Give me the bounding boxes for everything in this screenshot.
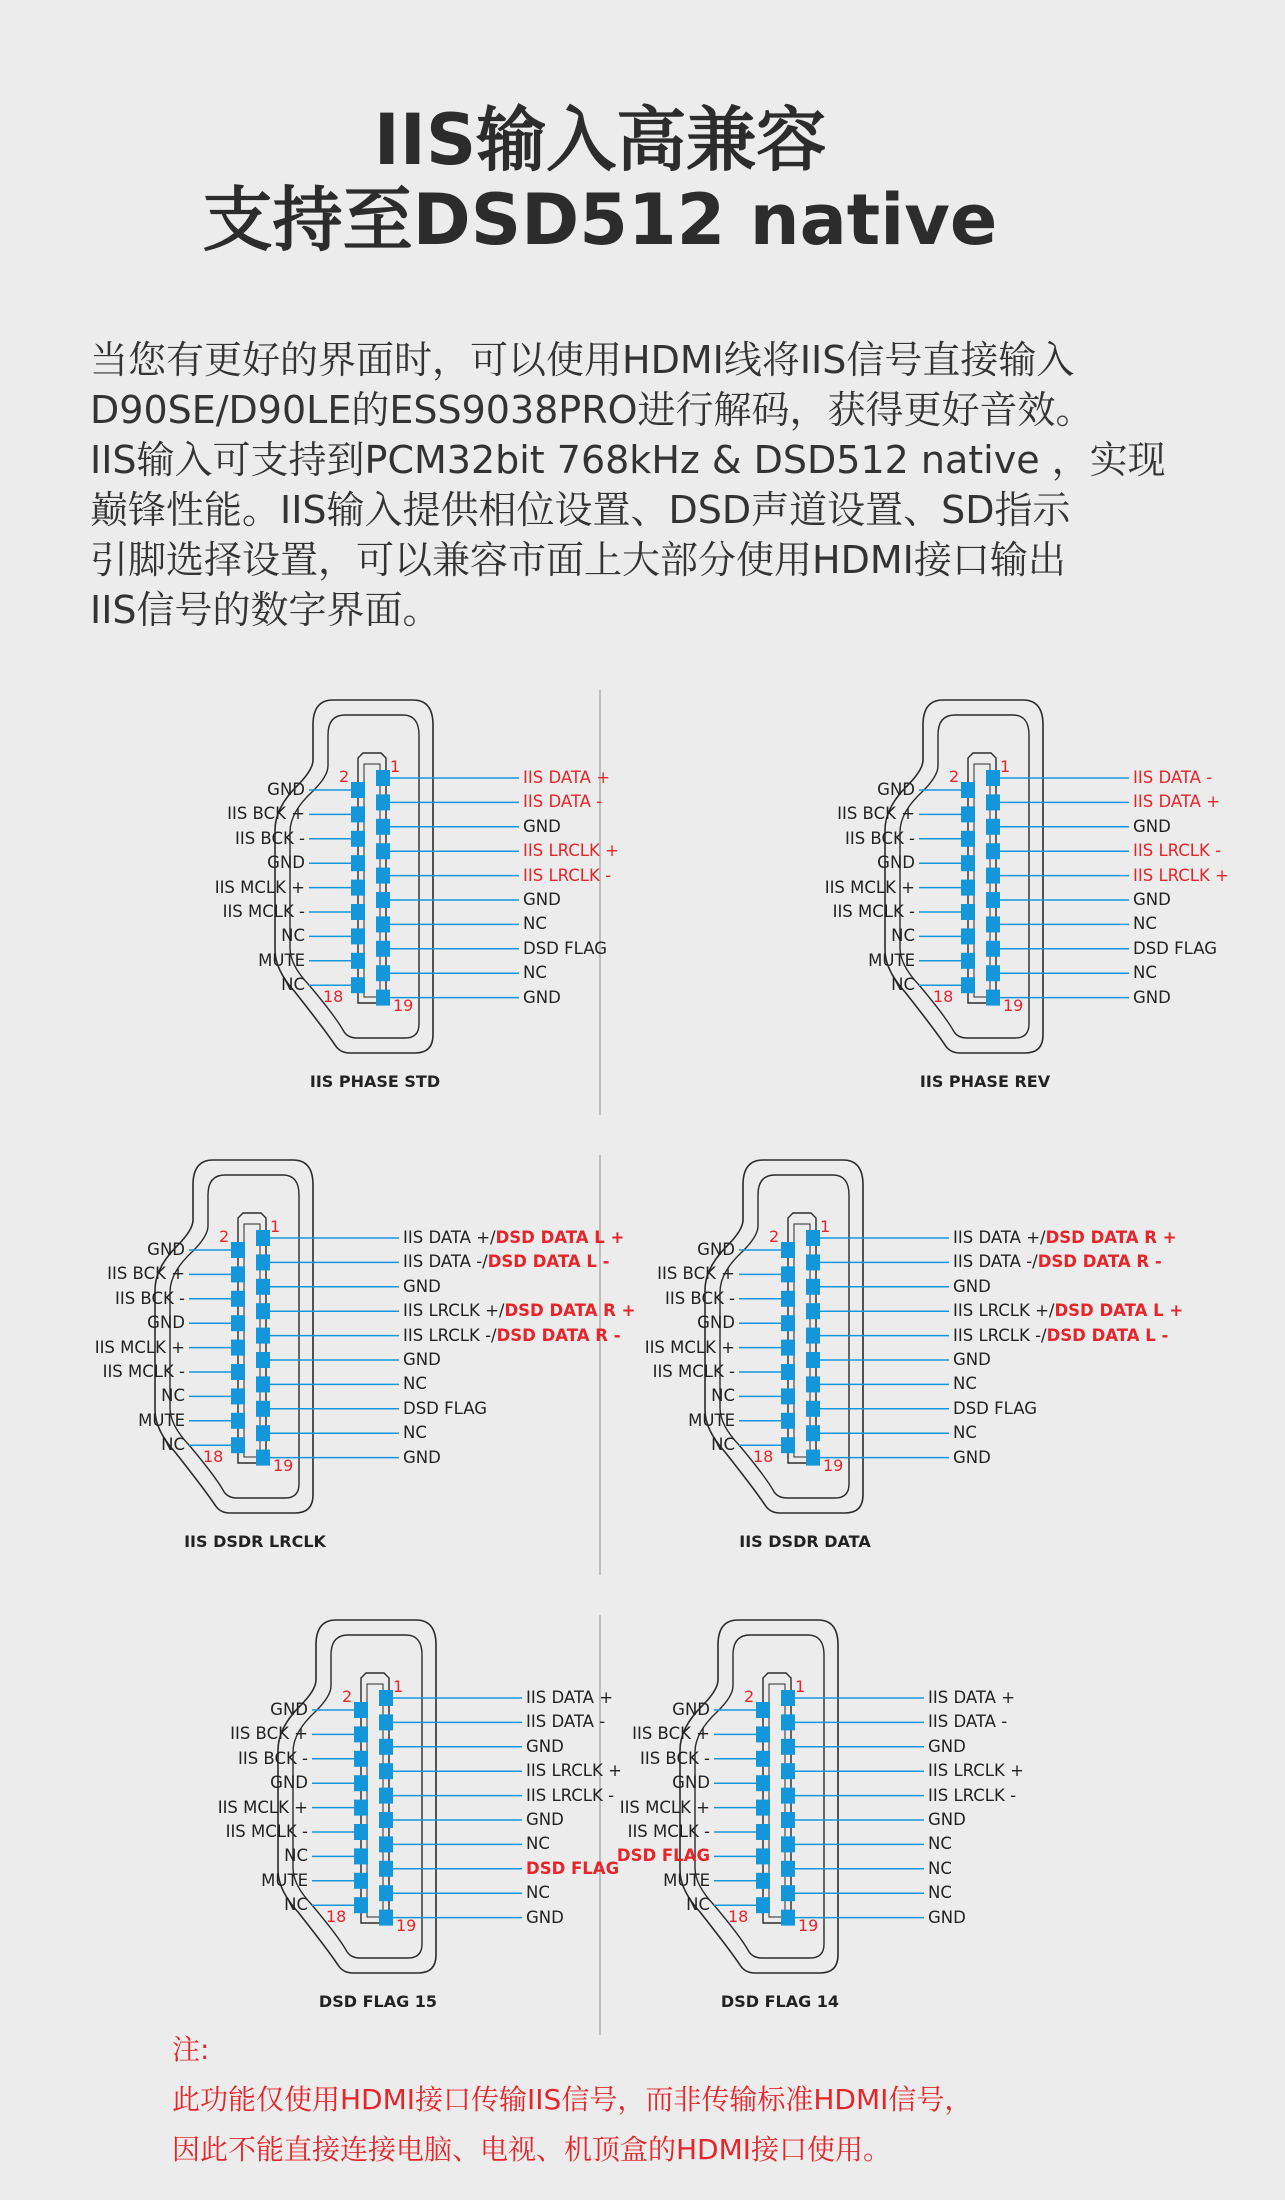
pin-pad-odd <box>806 1254 820 1270</box>
pin-number-2: 2 <box>744 1687 755 1706</box>
pin-pad-even <box>231 1437 245 1453</box>
pin-label-left: GND <box>267 853 305 873</box>
title-line-1: IIS输入高兼容 <box>373 99 827 181</box>
pin-label-left: GND <box>877 780 915 799</box>
pin-label-left: IIS BCK - <box>844 828 915 848</box>
pin-pad-odd <box>376 916 390 932</box>
pin-pad-even <box>756 1824 770 1840</box>
hdmi-connector-icon <box>600 680 1200 1120</box>
pin-label-right: IIS DATA +/DSD DATA L + <box>403 1228 625 1247</box>
pin-number-19: 19 <box>393 996 414 1015</box>
pin-pad-even <box>781 1437 795 1453</box>
pin-label-right: IIS DATA + <box>523 768 611 787</box>
pin-label-left: IIS BCK - <box>234 828 305 848</box>
pin-pad-even <box>756 1726 770 1742</box>
pin-pad-even <box>756 1897 770 1913</box>
pin-label-right: IIS LRCLK -/DSD DATA L - <box>953 1325 1169 1345</box>
pin-pad-odd <box>986 916 1000 932</box>
pin-label-left: GND <box>147 1240 185 1259</box>
pin-label-left: MUTE <box>868 950 915 970</box>
note-line-2: 因此不能直接连接电脑、电视、机顶盒的HDMI接口使用。 <box>172 2133 892 2166</box>
pin-pad-odd <box>781 1714 795 1730</box>
pin-pad-even <box>354 1751 368 1767</box>
pin-pad-even <box>231 1242 245 1258</box>
pin-label-left: NC <box>711 1386 735 1406</box>
pin-label-right: IIS LRCLK -/DSD DATA R - <box>403 1325 621 1345</box>
pin-label-left: IIS MCLK + <box>217 1797 308 1817</box>
pin-label-right: IIS DATA -/DSD DATA R - <box>953 1252 1162 1272</box>
pin-label-right: IIS DATA - <box>523 792 603 812</box>
pin-label-right: NC <box>526 1883 550 1903</box>
pin-pad-odd <box>781 1861 795 1877</box>
pin-label-right: NC <box>523 963 547 983</box>
pin-pad-odd <box>806 1279 820 1295</box>
pin-label-left: IIS BCK + <box>107 1264 185 1284</box>
pin-number-19: 19 <box>823 1456 844 1475</box>
pin-pad-even <box>781 1266 795 1282</box>
pinout-panel <box>600 680 1229 1120</box>
pin-label-left: IIS BCK + <box>632 1724 710 1744</box>
intro-line: 巅锋性能。IIS输入提供相位设置、DSD声道设置、SD指示 <box>90 488 1071 532</box>
diagram-caption: DSD FLAG 14 <box>720 1992 840 2011</box>
pin-label-left: NC <box>161 1386 185 1406</box>
pin-label-left: NC <box>161 1435 185 1455</box>
pin-pad-odd <box>986 794 1000 810</box>
pin-pad-even <box>351 831 365 847</box>
pin-label-left: IIS BCK + <box>657 1264 735 1284</box>
note-heading: 注: <box>172 2033 210 2066</box>
pin-pad-odd <box>806 1450 820 1466</box>
pin-label-right: GND <box>523 816 561 836</box>
pin-label-right: GND <box>928 1907 966 1927</box>
pin-label-right: DSD FLAG <box>526 1858 620 1878</box>
pin-pad-odd <box>806 1328 820 1344</box>
pin-label-right: IIS DATA - <box>526 1712 606 1732</box>
pin-label-right: NC <box>523 914 547 934</box>
pin-label-left: MUTE <box>261 1870 308 1890</box>
pin-pad-odd <box>376 868 390 884</box>
pin-pad-even <box>351 806 365 822</box>
pin-label-right: IIS DATA - <box>928 1712 1008 1732</box>
pin-pad-odd <box>781 1739 795 1755</box>
pin-pad-even <box>354 1897 368 1913</box>
pin-label-left: IIS MCLK - <box>832 902 915 921</box>
intro-line: D90SE/D90LE的ESS9038PRO进行解码，获得更好音效。 <box>90 388 1094 432</box>
pin-label-left: IIS BCK - <box>664 1288 735 1308</box>
pinout-panel <box>0 680 619 1120</box>
pin-label-right: IIS LRCLK + <box>526 1761 622 1781</box>
pin-pad-even <box>781 1340 795 1356</box>
pin-number-1: 1 <box>390 757 401 776</box>
pin-label-right: GND <box>953 1350 991 1369</box>
pin-pad-even <box>961 880 975 896</box>
pin-pad-odd <box>376 965 390 981</box>
pin-pad-odd <box>781 1885 795 1901</box>
pin-pad-odd <box>256 1401 270 1417</box>
pin-pad-odd <box>256 1425 270 1441</box>
pin-label-left: IIS MCLK + <box>824 877 915 897</box>
note-block <box>172 2025 1152 2175</box>
pin-label-left: MUTE <box>663 1870 710 1890</box>
pin-label-right: IIS LRCLK +/DSD DATA L + <box>953 1301 1184 1321</box>
pin-label-right: IIS LRCLK - <box>526 1785 615 1805</box>
pin-pad-even <box>351 904 365 920</box>
pin-pad-odd <box>806 1352 820 1368</box>
pin-pad-even <box>231 1340 245 1356</box>
pin-number-18: 18 <box>728 1907 749 1926</box>
pin-label-left: NC <box>711 1435 735 1455</box>
pin-label-left: NC <box>891 975 915 995</box>
pin-pad-odd <box>986 843 1000 859</box>
pin-pad-odd <box>256 1230 270 1246</box>
pin-label-left: DSD FLAG <box>616 1846 710 1866</box>
pin-number-18: 18 <box>323 987 344 1006</box>
pin-pad-even <box>961 831 975 847</box>
pin-label-right: DSD FLAG <box>403 1398 487 1418</box>
intro-line: 引脚选择设置，可以兼容市面上大部分使用HDMI接口输出 <box>90 538 1066 582</box>
pin-label-left: NC <box>281 926 305 946</box>
pin-label-left: IIS MCLK + <box>644 1337 735 1357</box>
note-line-1: 此功能仅使用HDMI接口传输IIS信号，而非传输标准HDMI信号， <box>172 2083 973 2116</box>
diagram-caption: IIS PHASE STD <box>309 1072 441 1091</box>
pin-number-2: 2 <box>949 767 960 786</box>
pin-pad-even <box>961 977 975 993</box>
diagram-caption: IIS PHASE REV <box>919 1072 1051 1091</box>
pin-pad-odd <box>379 1714 393 1730</box>
pin-pad-odd <box>986 892 1000 908</box>
pin-pad-even <box>756 1848 770 1864</box>
pin-pad-odd <box>806 1401 820 1417</box>
pin-number-18: 18 <box>933 987 954 1006</box>
pin-label-left: IIS MCLK - <box>222 902 305 921</box>
pin-pad-odd <box>376 990 390 1006</box>
pin-pad-odd <box>986 770 1000 786</box>
pin-label-right: NC <box>928 1834 952 1854</box>
pin-label-right: DSD FLAG <box>953 1398 1037 1418</box>
pin-number-19: 19 <box>798 1916 819 1935</box>
pin-pad-even <box>781 1364 795 1380</box>
pin-label-left: IIS BCK + <box>837 804 915 824</box>
pin-pad-odd <box>781 1763 795 1779</box>
pin-pad-even <box>231 1364 245 1380</box>
pin-pad-even <box>354 1800 368 1816</box>
pin-pad-odd <box>379 1763 393 1779</box>
pin-pad-even <box>231 1291 245 1307</box>
pin-pad-odd <box>806 1303 820 1319</box>
diagram-caption: IIS DSDR LRCLK <box>184 1532 326 1551</box>
pin-pad-even <box>961 806 975 822</box>
pin-pad-odd <box>256 1450 270 1466</box>
pin-label-right: GND <box>526 1810 564 1829</box>
pin-pad-odd <box>379 1910 393 1926</box>
hdmi-connector-icon <box>0 680 603 1120</box>
pin-pad-odd <box>379 1812 393 1828</box>
pinout-panel <box>0 1600 622 2040</box>
pin-number-2: 2 <box>342 1687 353 1706</box>
pin-pad-even <box>781 1242 795 1258</box>
pin-label-right: IIS LRCLK +/DSD DATA R + <box>403 1301 636 1321</box>
pin-pad-even <box>756 1775 770 1791</box>
pinout-panel <box>600 1140 1200 1580</box>
pin-label-left: GND <box>697 1240 735 1259</box>
pin-label-left: GND <box>672 1773 710 1793</box>
pin-number-1: 1 <box>270 1217 281 1236</box>
pin-pad-odd <box>376 941 390 957</box>
pin-pad-odd <box>376 892 390 908</box>
pin-pad-even <box>781 1413 795 1429</box>
pin-number-1: 1 <box>1000 757 1011 776</box>
pin-pad-odd <box>376 819 390 835</box>
intro-line: IIS输入可支持到PCM32bit 768kHz & DSD512 native ，实现 <box>90 438 1166 482</box>
pin-label-left: GND <box>672 1700 710 1719</box>
pin-label-left: GND <box>270 1773 308 1793</box>
diagram-caption: DSD FLAG 15 <box>318 1992 438 2011</box>
pin-label-left: IIS BCK + <box>230 1724 308 1744</box>
pin-label-right: IIS DATA + <box>1133 792 1221 812</box>
pin-pad-even <box>961 953 975 969</box>
pin-label-right: GND <box>403 1447 441 1467</box>
pin-label-left: IIS MCLK - <box>627 1822 710 1841</box>
pin-pad-even <box>756 1751 770 1767</box>
pin-pad-even <box>354 1775 368 1791</box>
pin-pad-odd <box>986 819 1000 835</box>
pin-pad-even <box>231 1315 245 1331</box>
pin-label-left: NC <box>891 926 915 946</box>
pin-pad-even <box>354 1702 368 1718</box>
pin-pad-even <box>351 782 365 798</box>
pin-pad-odd <box>806 1230 820 1246</box>
pin-number-18: 18 <box>753 1447 774 1466</box>
pin-label-right: NC <box>928 1858 952 1878</box>
pin-pad-odd <box>379 1861 393 1877</box>
pin-pad-even <box>354 1873 368 1889</box>
pin-label-right: GND <box>928 1810 966 1829</box>
pin-pad-odd <box>986 965 1000 981</box>
pin-label-left: IIS MCLK - <box>102 1362 185 1381</box>
hdmi-connector-icon <box>0 1140 600 1580</box>
pin-number-19: 19 <box>273 1456 294 1475</box>
pin-pad-even <box>231 1413 245 1429</box>
hdmi-connector-icon <box>600 1600 1200 2040</box>
pin-pad-even <box>351 855 365 871</box>
pin-label-right: IIS DATA +/DSD DATA R + <box>953 1228 1177 1247</box>
pin-pad-odd <box>986 990 1000 1006</box>
pin-pad-odd <box>376 794 390 810</box>
pin-label-left: GND <box>697 1313 735 1333</box>
pin-pad-odd <box>256 1254 270 1270</box>
pin-pad-odd <box>986 868 1000 884</box>
pin-pad-odd <box>806 1425 820 1441</box>
pin-pad-even <box>961 855 975 871</box>
hdmi-connector-icon <box>600 1140 1200 1580</box>
pin-pad-even <box>756 1800 770 1816</box>
pin-label-right: NC <box>526 1834 550 1854</box>
pin-number-1: 1 <box>795 1677 806 1696</box>
pin-label-right: GND <box>523 890 561 909</box>
pinout-panel <box>0 1140 636 1580</box>
pin-pad-odd <box>256 1352 270 1368</box>
pin-label-right: NC <box>1133 963 1157 983</box>
pin-pad-odd <box>256 1376 270 1392</box>
pin-number-2: 2 <box>219 1227 230 1246</box>
pin-label-right: NC <box>928 1883 952 1903</box>
pin-pad-even <box>756 1702 770 1718</box>
pin-label-right: GND <box>1133 816 1171 836</box>
pin-pad-odd <box>781 1910 795 1926</box>
pin-label-right: NC <box>1133 914 1157 934</box>
pin-label-left: MUTE <box>688 1410 735 1430</box>
pin-label-right: IIS LRCLK + <box>1133 865 1229 885</box>
pin-pad-even <box>351 928 365 944</box>
page-title <box>0 100 1200 260</box>
pin-label-right: GND <box>526 1736 564 1756</box>
pin-pad-odd <box>781 1812 795 1828</box>
pin-label-right: GND <box>953 1447 991 1467</box>
pin-label-left: IIS MCLK + <box>619 1797 710 1817</box>
pin-label-right: IIS DATA - <box>1133 768 1213 787</box>
pin-label-right: DSD FLAG <box>523 938 607 958</box>
intro-paragraph <box>90 335 1166 635</box>
pin-pad-odd <box>256 1303 270 1319</box>
pin-label-right: GND <box>523 987 561 1007</box>
pin-label-left: NC <box>284 1895 308 1915</box>
pin-label-right: GND <box>953 1276 991 1296</box>
pin-label-left: NC <box>686 1895 710 1915</box>
pin-label-right: IIS LRCLK + <box>928 1761 1024 1781</box>
pin-pad-even <box>231 1388 245 1404</box>
pinout-panel <box>600 1600 1200 2040</box>
intro-line: 当您有更好的界面时，可以使用HDMI线将IIS信号直接输入 <box>90 338 1075 382</box>
pin-label-left: GND <box>267 780 305 799</box>
pin-pad-even <box>961 928 975 944</box>
intro-line: IIS信号的数字界面。 <box>90 588 441 632</box>
pin-pad-odd <box>376 770 390 786</box>
pin-label-right: GND <box>526 1907 564 1927</box>
pin-pad-even <box>351 977 365 993</box>
pin-label-right: IIS DATA + <box>928 1688 1016 1707</box>
pin-label-right: IIS DATA + <box>526 1688 614 1707</box>
pin-pad-odd <box>379 1885 393 1901</box>
pin-label-right: NC <box>953 1423 977 1443</box>
pin-number-19: 19 <box>396 1916 417 1935</box>
pin-label-left: IIS BCK - <box>114 1288 185 1308</box>
pin-pad-even <box>961 782 975 798</box>
pin-pad-odd <box>256 1279 270 1295</box>
pin-label-left: NC <box>284 1846 308 1866</box>
pin-number-2: 2 <box>769 1227 780 1246</box>
pin-label-left: MUTE <box>258 950 305 970</box>
pin-label-left: IIS MCLK - <box>225 1822 308 1841</box>
pin-pad-even <box>354 1726 368 1742</box>
pin-label-left: IIS BCK - <box>237 1748 308 1768</box>
pin-number-18: 18 <box>203 1447 224 1466</box>
pin-pad-odd <box>379 1788 393 1804</box>
pin-pad-odd <box>376 843 390 859</box>
diagram-caption: IIS DSDR DATA <box>739 1532 871 1551</box>
pin-label-left: IIS BCK + <box>227 804 305 824</box>
pin-label-left: MUTE <box>138 1410 185 1430</box>
pin-pad-even <box>354 1824 368 1840</box>
pin-label-left: GND <box>147 1313 185 1333</box>
pin-label-left: IIS MCLK + <box>94 1337 185 1357</box>
pin-label-right: IIS LRCLK + <box>523 841 619 861</box>
pin-label-right: GND <box>403 1350 441 1369</box>
pin-label-right: GND <box>928 1736 966 1756</box>
pin-pad-even <box>231 1266 245 1282</box>
pin-label-right: NC <box>403 1423 427 1443</box>
pin-number-1: 1 <box>820 1217 831 1236</box>
pin-pad-even <box>354 1848 368 1864</box>
pin-label-right: IIS LRCLK - <box>523 865 612 885</box>
pin-pad-even <box>351 880 365 896</box>
pin-pad-odd <box>379 1690 393 1706</box>
pin-number-1: 1 <box>393 1677 404 1696</box>
pin-number-19: 19 <box>1003 996 1024 1015</box>
pin-pad-odd <box>379 1739 393 1755</box>
pin-label-right: NC <box>953 1374 977 1394</box>
pin-pad-even <box>756 1873 770 1889</box>
pin-pad-even <box>781 1388 795 1404</box>
hdmi-connector-icon <box>0 1600 600 2040</box>
pin-label-left: GND <box>270 1700 308 1719</box>
pin-pad-odd <box>379 1836 393 1852</box>
pin-label-left: GND <box>877 853 915 873</box>
pin-label-left: NC <box>281 975 305 995</box>
pin-pad-even <box>781 1291 795 1307</box>
pin-number-2: 2 <box>339 767 350 786</box>
pin-label-left: IIS MCLK + <box>214 877 305 897</box>
pin-pad-odd <box>806 1376 820 1392</box>
pin-pad-even <box>961 904 975 920</box>
pin-pad-odd <box>781 1836 795 1852</box>
pin-pad-odd <box>781 1788 795 1804</box>
pin-number-18: 18 <box>326 1907 347 1926</box>
pin-label-left: IIS MCLK - <box>652 1362 735 1381</box>
pin-pad-odd <box>781 1690 795 1706</box>
pin-label-right: IIS DATA -/DSD DATA L - <box>403 1252 610 1272</box>
pin-label-right: GND <box>1133 890 1171 909</box>
pin-label-right: GND <box>1133 987 1171 1007</box>
pin-pad-odd <box>986 941 1000 957</box>
pin-label-right: NC <box>403 1374 427 1394</box>
pin-label-right: IIS LRCLK - <box>928 1785 1017 1805</box>
pin-label-right: GND <box>403 1276 441 1296</box>
pin-label-left: IIS BCK - <box>639 1748 710 1768</box>
pin-pad-even <box>351 953 365 969</box>
pin-pad-even <box>781 1315 795 1331</box>
title-line-2: 支持至DSD512 native <box>202 179 998 261</box>
pin-pad-odd <box>256 1328 270 1344</box>
pin-label-right: IIS LRCLK - <box>1133 841 1222 861</box>
pin-label-right: DSD FLAG <box>1133 938 1217 958</box>
